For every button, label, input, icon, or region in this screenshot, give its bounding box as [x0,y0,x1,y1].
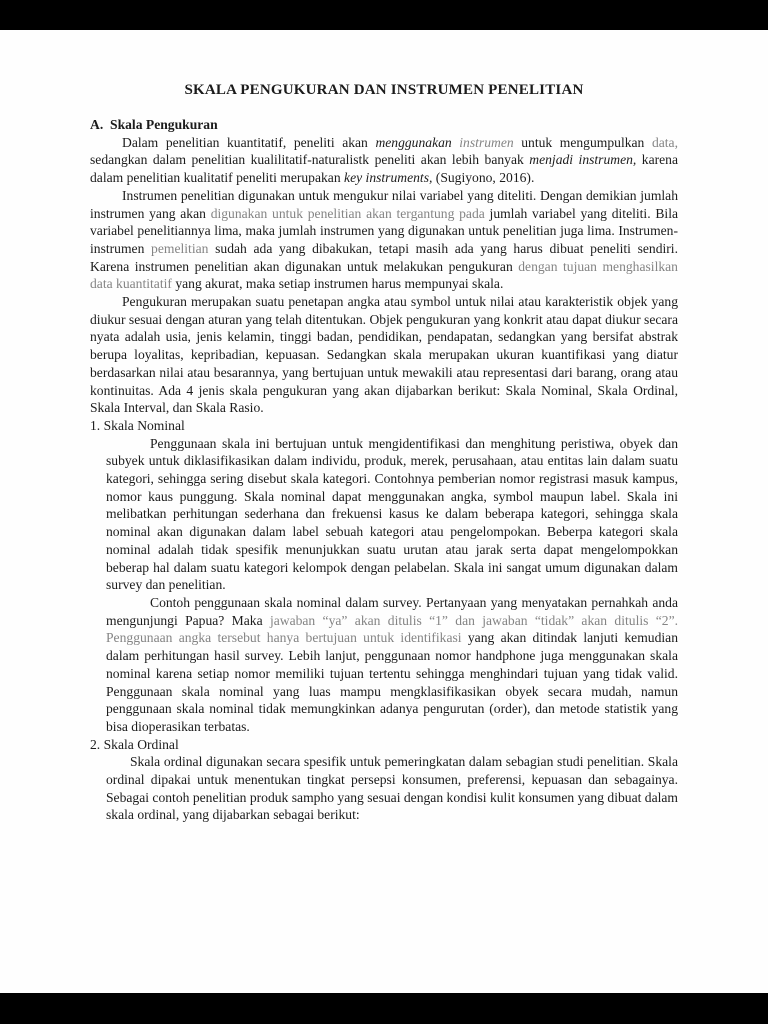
text-run: jumlah variabel yang diteliti. Bila variabel penelitiannya lima, maka jumlah instrumen yang digunakan untuk penelitian juga lima. Instrumen-instrumen [90,205,678,256]
text-run: Penggunaan skala ini bertujuan untuk mengidentifikasi dan menghitung peristiwa, obyek dan subyek untuk diklasifikasikan dalam individu, produk, merek, perusahaan, atau entitas lain dalam suatu kategori, sehingga sering disebut skala kategori. Contohnya pemberian nomor registrasi masuk kampus, nomor kaus punggung. Skala nominal dapat menggunakan angka, symbol maupun label. Skala ini melibatkan perhitungan sederhana dan frekuensi kasus ke dalam beberapa kategori, sehingga skala nominal akan digunakan dalam label sebuah kategori atau pengelompokan. Beberpa kategori skala nominal adalah tidak spesifik menunjukkan suatu urutan atau jarak serta dapat mengelompokkan beberap hal dalam suatu kategori kelompok dengan pelabelan. Skala ini sangat umum digunakan dalam survey dan penelitian. [106,435,678,593]
list-item-2-skala-ordinal [90,736,678,754]
text-run: sedangkan dalam penelitian kualilitatif-naturalistk peneliti akan lebih banyak [90,152,530,168]
paragraph-skala-nominal-contoh [106,594,678,736]
section-heading-skala-pengukuran [90,116,678,134]
letterbox-top [0,0,768,30]
text-run: sudah ada yang dibakukan, tetapi masih ada yang harus dibuat peneliti sendiri. Karena instrumen penelitian akan digunakan untuk melakukan pengukuran [90,240,678,274]
text-run: data, [651,134,678,150]
text-run: Pengukuran merupakan suatu penetapan angka atau symbol untuk nilai atau karakteristik objek yang diukur sesuai dengan aturan yang telah ditentukan. Objek pengukuran yang konkrit atau dapat diukur secara nyata adalah usia, jenis kelamin, tinggi badan, pendidikan, pendapatan, sedangkan yang bersifat abstrak berupa loyalitas, kepribadian, kepuasan. Sedangkan skala merupakan ukuran kuantifikasi yang diatur berdasarkan nilai atau besarannya, yang bertujuan untuk mewakili atau representasi dari barang, orang atau kontinuitas. Ada 4 jenis skala pengukuran yang akan dijabarkan berikut: Skala Nominal, Skala Ordinal, Skala Interval, dan Skala Rasio. [90,294,678,416]
text-run: Skala ordinal digunakan secara spesifik untuk pemeringkatan dalam sebagian studi penelitian. Skala ordinal dipakai untuk menentukan tingkat persepsi konsumen, preferensi, kepuasan dan sebagainya. Sebagai contoh penelitian produk sampho yang sesuai dengan kondisi kulit konsumen yang dibuat dalam skala ordinal, yang dijabarkan sebagai berikut: [106,754,678,823]
text-run: 2. Skala Ordinal [90,736,179,752]
text-run: yang akurat, maka setiap instrumen harus mempunyai skala. [171,276,504,292]
list-item-1-skala-nominal [90,417,678,435]
text-run: menggunakan [375,134,460,150]
text-run: Dalam penelitian kuantitatif, peneliti akan [122,134,376,150]
text-run: 1. Skala Nominal [90,417,185,433]
text-run: untuk mengumpulkan [513,134,652,150]
text-run: A. Skala Pengukuran [90,117,218,132]
text-run: key instruments, [344,170,433,186]
text-run: Instrumen penelitian digunakan untuk mengukur nilai variabel yang diteliti. Dengan demikian jumlah instrumen yang akan [90,187,678,221]
text-run: jawaban “ya” akan ditulis “1” dan jawaban “tidak” akan ditulis “2”. Penggunaan angka tersebut hanya bertujuan untuk identifikasi [106,612,679,646]
paragraph-intro-instrumen [90,134,678,187]
letterbox-bottom [0,993,768,1024]
text-run: karena dalam penelitian kualitatif peneliti merupakan [90,152,678,186]
text-run: instrumen [459,134,514,150]
paragraph-skala-ordinal-definisi [106,753,678,824]
text-run: yang akan ditindak lanjuti kemudian dalam perhitungan hasil survey. Lebih lanjut, penggunaan nomor handphone juga menggunakan skala nominal karena setiap nomor memiliki tujuan tertentu sehingga menghindari tujuan yang tidak valid. Penggunaan skala nominal yang luas mampu mengklasifikasikan obyek secara mudah, namun penggunaan skala nominal tidak memungkinkan adanya pengurutan (order), dan metode statistik yang bisa dioperasikan terbatas. [106,630,678,734]
paragraph-skala-nominal-definisi [106,435,678,594]
text-run: Contoh penggunaan skala nominal dalam survey. Pertanyaan yang menyatakan pernahkah anda mengunjungi Papua? Maka [106,594,678,628]
document-body [90,116,678,824]
document-title: SKALA PENGUKURAN DAN INSTRUMEN PENELITIAN [184,82,584,98]
paragraph-instrumen-penelitian [90,187,678,293]
document-page [0,30,768,993]
text-run: pemelitian [151,240,209,256]
text-run: (Sugiyono, 2016). [432,170,535,186]
paragraph-pengukuran-definisi [90,293,678,417]
text-run: dengan tujuan menghasilkan data kuantitatif [90,258,678,292]
text-run: menjadi instrumen, [529,152,637,168]
text-run: digunakan untuk penelitian akan tergantung pada [210,205,485,221]
